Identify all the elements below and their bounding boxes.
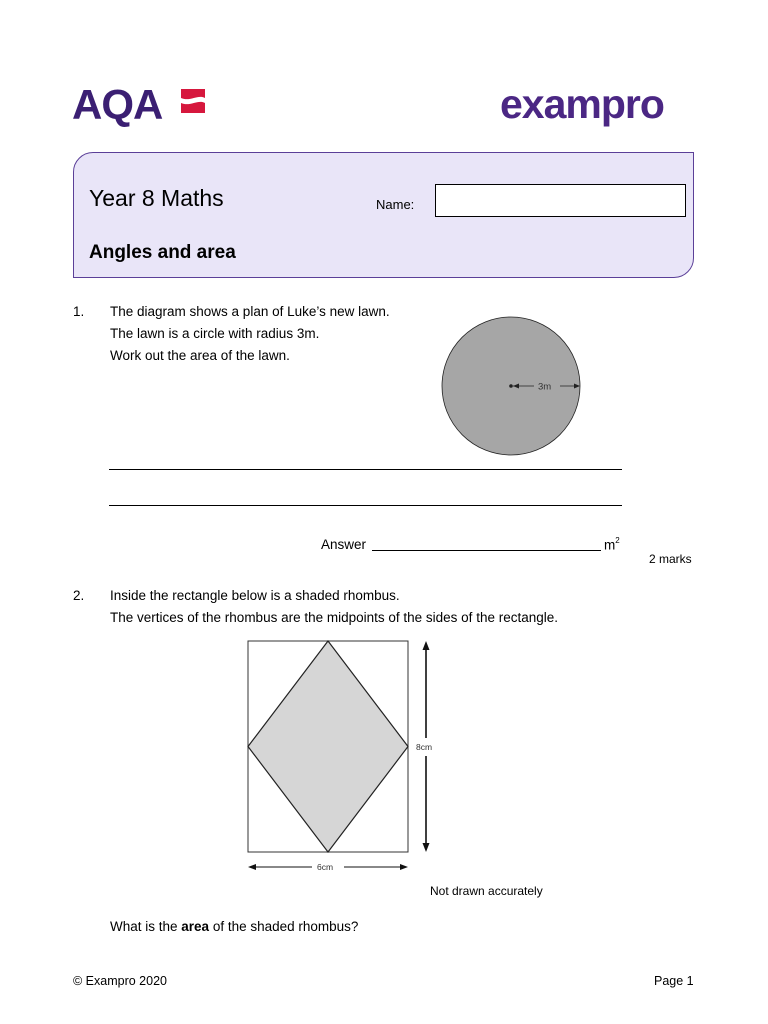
exampro-logo-text: exampro	[500, 81, 664, 127]
working-line-2[interactable]	[109, 505, 622, 506]
unit-exponent: 2	[615, 536, 620, 545]
width-label: 6cm	[317, 862, 334, 872]
prompt-bold-word: area	[181, 919, 210, 934]
lawn-circle-diagram	[430, 312, 600, 462]
answer-label: Answer	[321, 537, 367, 552]
answer-line[interactable]	[372, 550, 601, 551]
course-title: Year 8 Maths	[89, 185, 224, 211]
height-label: 8cm	[416, 742, 433, 752]
name-field[interactable]	[435, 184, 686, 217]
question-1-line-1: The diagram shows a plan of Luke’s new lawn.	[110, 304, 390, 319]
aqa-flag-icon	[178, 86, 208, 116]
question-1-marks: 2 marks	[649, 552, 692, 566]
question-1-line-3: Work out the area of the lawn.	[110, 348, 290, 363]
radius-label: 3m	[538, 381, 552, 393]
topic-title: Angles and area	[89, 242, 236, 263]
exampro-logo	[500, 81, 664, 127]
working-line-1[interactable]	[109, 469, 622, 470]
arrowhead-down-icon	[423, 843, 430, 852]
arrowhead-right-icon	[400, 864, 408, 870]
footer-copyright: © Exampro 2020	[73, 974, 167, 988]
question-2-line-2: The vertices of the rhombus are the midpoints of the sides of the rectangle.	[110, 610, 558, 625]
rhombus-rectangle-diagram	[240, 636, 440, 876]
answer-unit: $m^2$	[604, 536, 620, 553]
question-2-prompt: What is the area of the shaded rhombus?	[110, 919, 359, 934]
not-drawn-accurately-note: Not drawn accurately	[430, 884, 543, 898]
arrowhead-left-icon	[248, 864, 256, 870]
question-2-line-1: Inside the rectangle below is a shaded rhombus.	[110, 588, 400, 603]
aqa-logo	[72, 81, 163, 128]
name-label: Name:	[376, 197, 415, 212]
aqa-logo-text: AQA	[72, 81, 163, 128]
question-1-number: 1.	[73, 304, 85, 319]
footer-page-number: Page 1	[654, 974, 694, 988]
arrowhead-up-icon	[423, 641, 430, 650]
circle-centre-dot	[509, 384, 513, 388]
question-2-number: 2.	[73, 588, 85, 603]
question-1-line-2: The lawn is a circle with radius 3m.	[110, 326, 320, 341]
